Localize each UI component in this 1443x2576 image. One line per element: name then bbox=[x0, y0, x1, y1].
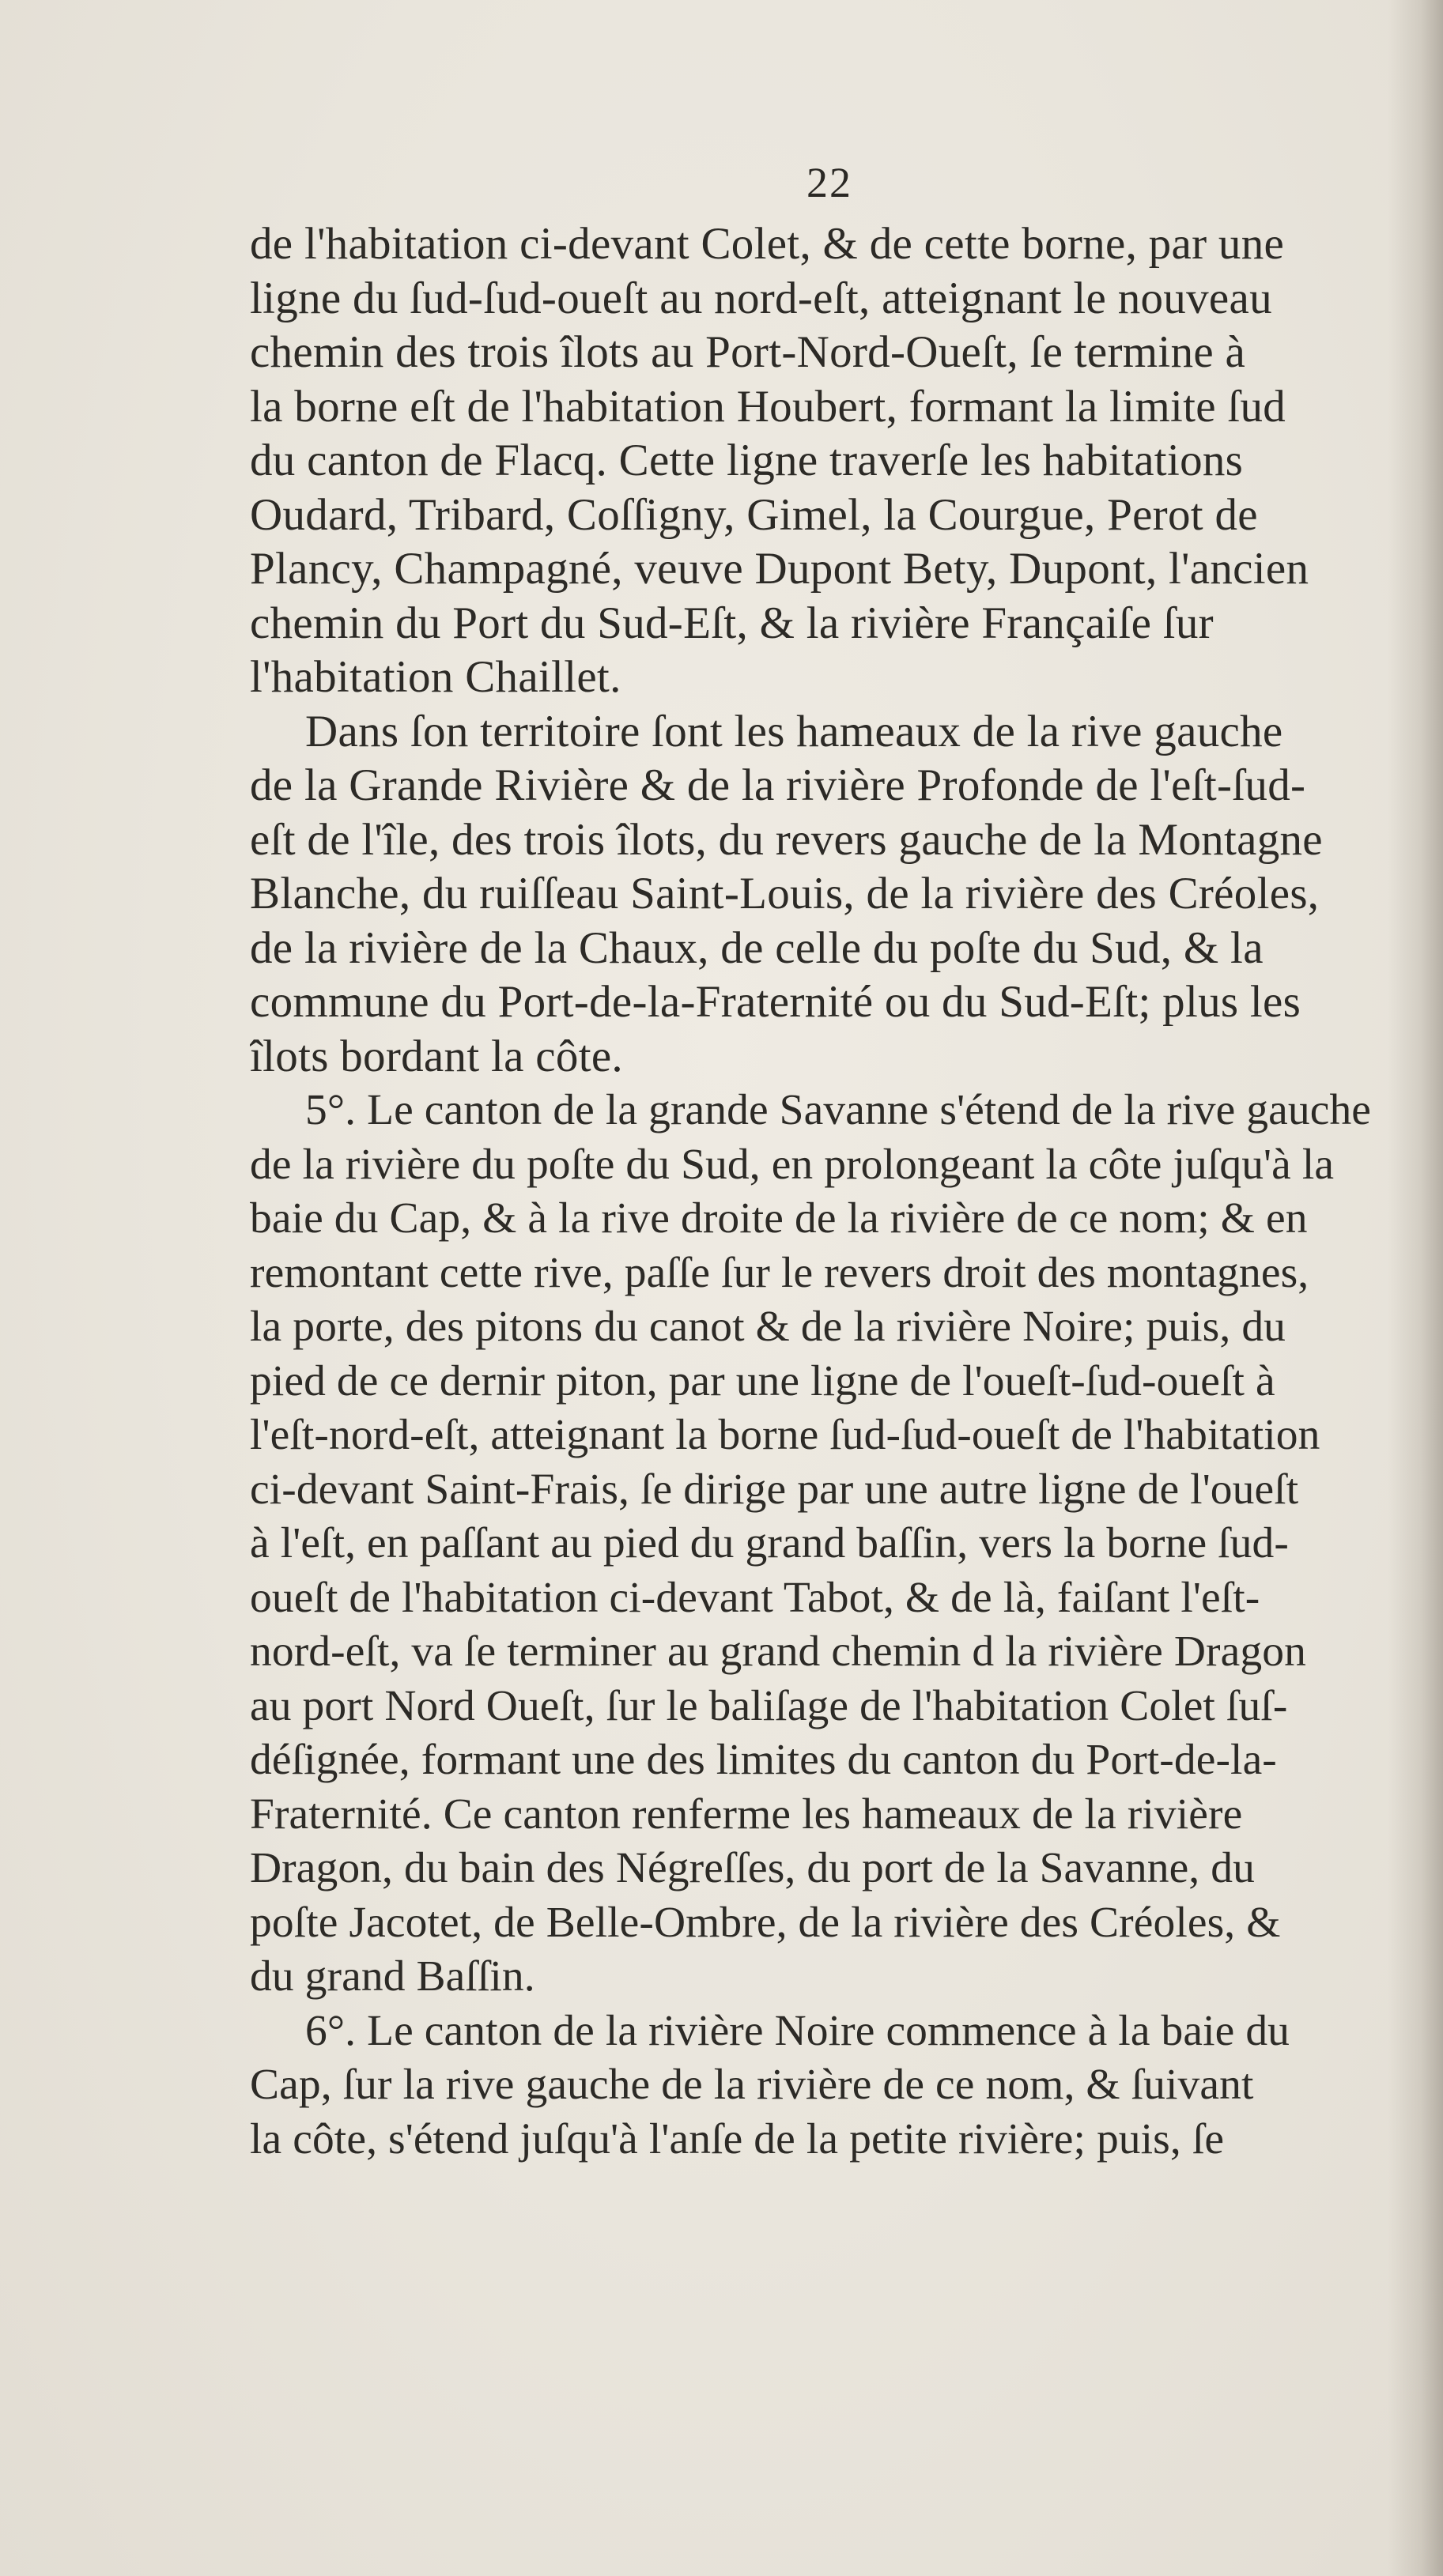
text-line: îlots bordant la côte. bbox=[250, 1031, 623, 1081]
text-line: Cap, ſur la rive gauche de la rivière de ce nom, & ſuivant bbox=[250, 2061, 1254, 2109]
text-line: du grand Baſſin. bbox=[250, 1952, 535, 2001]
text-line: chemin des trois îlots au Port-Nord-Oueſt, ſe termine à bbox=[250, 327, 1246, 377]
paragraph-start-line: 6°. Le canton de la rivière Noire commence à la baie du bbox=[305, 2006, 1290, 2055]
text-line: de la rivière du poſte du Sud, en prolongeant la côte juſqu'à la bbox=[250, 1140, 1335, 1189]
text-line: nord-eſt, va ſe terminer au grand chemin d la rivière Dragon bbox=[250, 1627, 1306, 1676]
text-line: l'eſt-nord-eſt, atteignant la borne ſud-ſud-oueſt de l'habitation bbox=[250, 1411, 1320, 1459]
text-line: la porte, des pitons du canot & de la rivière Noire; puis, du bbox=[250, 1303, 1286, 1351]
text-line: la borne eſt de l'habitation Houbert, formant la limite ſud bbox=[250, 381, 1286, 432]
text-line: Oudard, Tribard, Coſſigny, Gimel, la Courgue, Perot de bbox=[250, 489, 1258, 540]
text-line: poſte Jacotet, de Belle-Ombre, de la rivière des Créoles, & bbox=[250, 1898, 1281, 1947]
paragraph-start-line: 5°. Le canton de la grande Savanne s'étend de la rive gauche bbox=[305, 1086, 1372, 1134]
text-line: déſignée, formant une des limites du canton du Port-de-la- bbox=[250, 1736, 1277, 1784]
text-line: de la Grande Rivière & de la rivière Profonde de l'eſt-ſud- bbox=[250, 760, 1306, 810]
text-line: de la rivière de la Chaux, de celle du poſte du Sud, & la bbox=[250, 922, 1264, 973]
text-line: pied de ce dernir piton, par une ligne de l'oueſt-ſud-oueſt à bbox=[250, 1356, 1275, 1405]
text-line: Fraternité. Ce canton renferme les hameaux de la rivière bbox=[250, 1790, 1243, 1839]
text-line: Dragon, du bain des Négreſſes, du port de la Savanne, du bbox=[250, 1844, 1255, 1892]
text-line: eſt de l'île, des trois îlots, du revers gauche de la Montagne bbox=[250, 814, 1323, 865]
text-line: de l'habitation ci-devant Colet, & de cette borne, par une bbox=[250, 219, 1285, 269]
text-line: Plancy, Champagné, veuve Dupont Bety, Dupont, l'ancien bbox=[250, 544, 1309, 594]
text-line: à l'eſt, en paſſant au pied du grand baſſin, vers la borne ſud- bbox=[250, 1519, 1289, 1567]
text-line: baie du Cap, & à la rive droite de la rivière de ce nom; & en bbox=[250, 1194, 1308, 1243]
text-line: la côte, s'étend juſqu'à l'anſe de la petite rivière; puis, ſe bbox=[250, 2114, 1225, 2163]
text-line: du canton de Flacq. Cette ligne traverſe les habitations bbox=[250, 436, 1244, 485]
paragraph-start-line: Dans ſon territoire ſont les hameaux de la rive gauche bbox=[305, 706, 1283, 756]
text-line: Blanche, du ruiſſeau Saint-Louis, de la rivière des Créoles, bbox=[250, 869, 1320, 918]
text-line: chemin du Port du Sud-Eſt, & la rivière Françaiſe ſur bbox=[250, 598, 1214, 648]
body-text bbox=[250, 217, 1428, 2167]
text-line: commune du Port-de-la-Fraternité ou du Sud-Eſt; plus les bbox=[250, 977, 1301, 1027]
text-line: ligne du ſud-ſud-oueſt au nord-eſt, atteignant le nouveau bbox=[250, 273, 1272, 323]
text-line: au port Nord Oueſt, ſur le baliſage de l'habitation Colet ſuſ- bbox=[250, 1681, 1288, 1730]
page-number: 22 bbox=[806, 159, 852, 206]
text-line: l'habitation Chaillet. bbox=[250, 652, 621, 702]
text-line: oueſt de l'habitation ci-devant Tabot, & de là, faiſant l'eſt- bbox=[250, 1573, 1260, 1622]
text-line: ci-devant Saint-Frais, ſe dirige par une autre ligne de l'oueſt bbox=[250, 1465, 1299, 1514]
text-line: remontant cette rive, paſſe ſur le revers droit des montagnes, bbox=[250, 1248, 1309, 1297]
